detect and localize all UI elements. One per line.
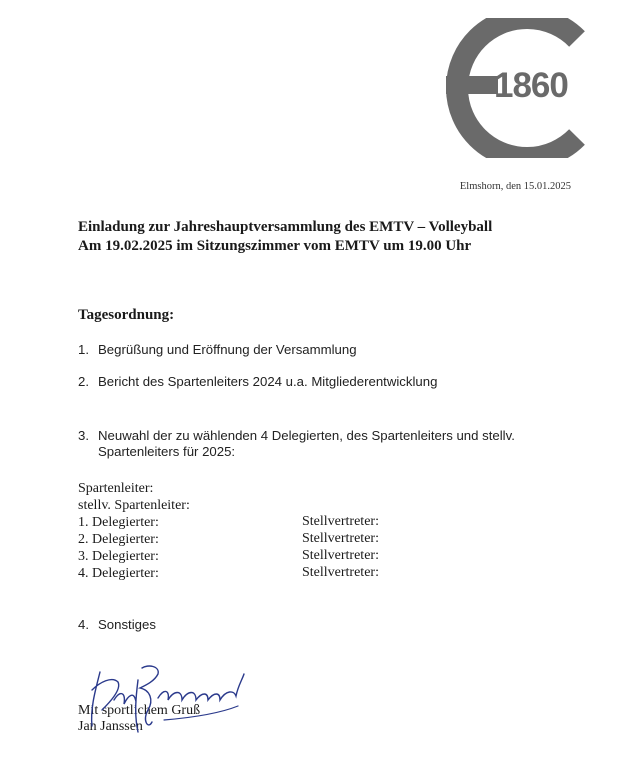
role-label: 1. Delegierter: [78, 515, 159, 530]
role-label: stellv. Spartenleiter: [78, 498, 190, 513]
closing-name: Jan Janssen [78, 719, 143, 734]
role-label: Spartenleiter: [78, 481, 154, 496]
agenda-item-text: Sonstiges [98, 617, 156, 632]
deputy-label: Stellvertreter: [302, 565, 379, 580]
agenda-item-text: Neuwahl der zu wählenden 4 Delegierten, des Spartenleiters und stellv. [98, 428, 515, 443]
closing-greeting: Mit sportlichem Gruß [78, 703, 201, 718]
agenda-item-text: Spartenleiters für 2025: [98, 444, 236, 459]
role-label: 3. Delegierter: [78, 549, 159, 564]
agenda-item-number: 2. [78, 374, 89, 389]
place-date: Elmshorn, den 15.01.2025 [459, 181, 571, 192]
logo-year-text: 1860 [494, 66, 568, 105]
agenda-item-text: Bericht des Spartenleiters 2024 u.a. Mitgliederentwicklung [98, 374, 438, 389]
agenda-item [78, 428, 515, 443]
title-line-1: Einladung zur Jahreshauptversammlung des EMTV – Volleyball [78, 219, 493, 235]
role-label: 4. Delegierter: [78, 566, 159, 581]
agenda-item-continuation [78, 444, 235, 459]
agenda-item-text: Begrüßung und Eröffnung der Versammlung [98, 342, 357, 357]
role-label: 2. Delegierter: [78, 532, 159, 547]
deputy-label: Stellvertreter: [302, 548, 379, 563]
deputy-label: Stellvertreter: [302, 514, 379, 529]
agenda-item-number: 3. [78, 428, 89, 443]
handwritten-signature [78, 660, 248, 735]
agenda-item [78, 617, 156, 632]
agenda-item [78, 342, 357, 357]
deputy-label: Stellvertreter: [302, 531, 379, 546]
emtv-1860-logo [428, 18, 598, 158]
agenda-heading: Tagesordnung: [78, 307, 175, 323]
agenda-item-number: 4. [78, 617, 89, 632]
title-line-2: Am 19.02.2025 im Sitzungszimmer vom EMTV um 19.00 Uhr [78, 238, 472, 254]
agenda-item [78, 374, 437, 389]
logo-bar [446, 76, 498, 94]
agenda-item-number: 1. [78, 342, 89, 357]
